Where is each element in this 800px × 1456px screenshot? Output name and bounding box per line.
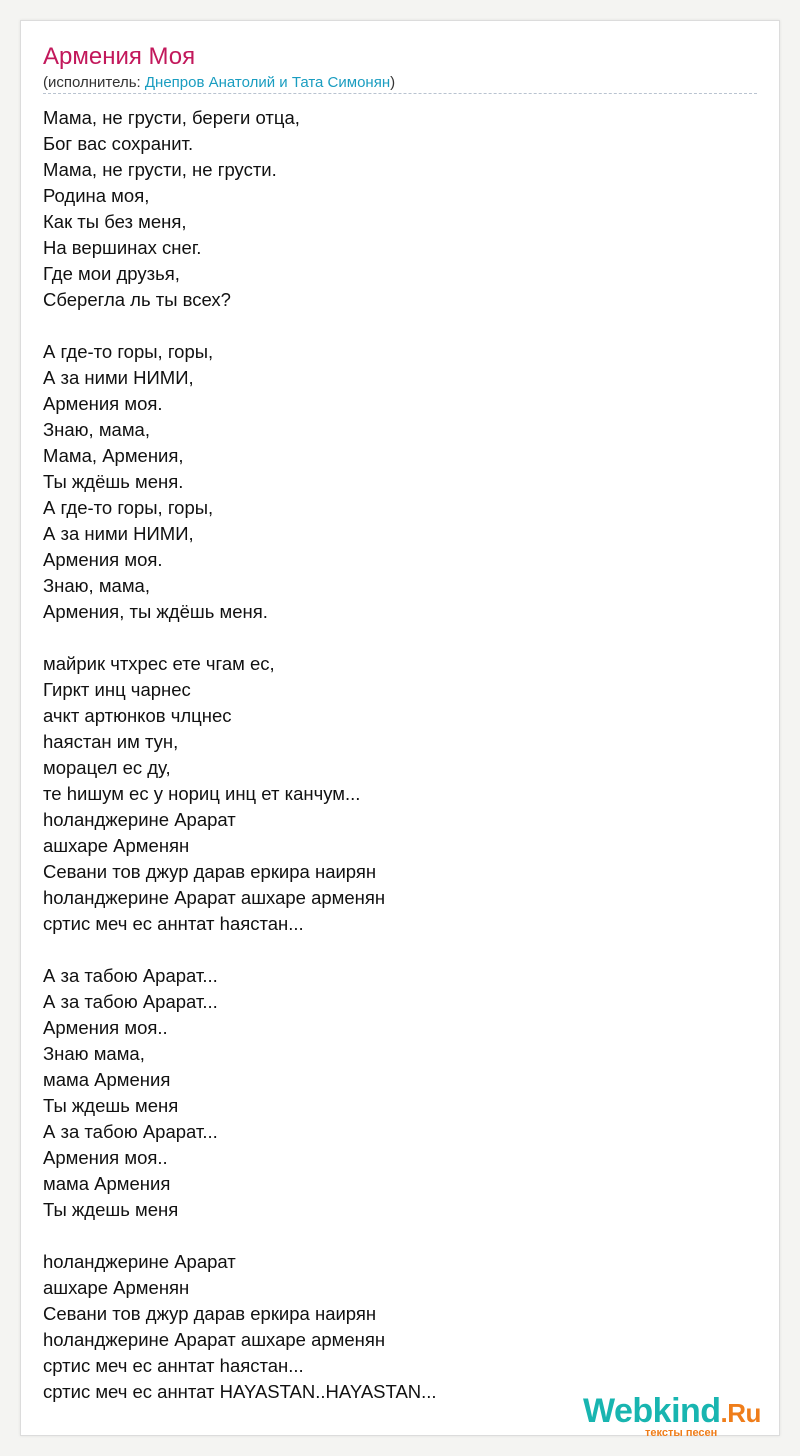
lyric-line: Севани тов джур дарав еркира наирян	[43, 1303, 377, 1324]
lyrics-body	[43, 105, 757, 1431]
lyric-line: Ты ждешь меня	[43, 1095, 179, 1116]
lyric-line: hоланджерине Арарат	[43, 1251, 236, 1272]
title-divider	[43, 93, 757, 94]
lyrics-stanza	[43, 1249, 757, 1405]
lyric-line: Армения моя..	[43, 1017, 168, 1038]
lyric-line: мама Армения	[43, 1173, 171, 1194]
lyric-line: морацел ес ду,	[43, 757, 171, 778]
site-logo[interactable]	[583, 1393, 773, 1437]
lyrics-stanza	[43, 339, 757, 625]
lyric-line: мама Армения	[43, 1069, 171, 1090]
logo-brand: Webkind	[583, 1392, 721, 1430]
lyric-line: Армения, ты ждёшь меня.	[43, 601, 268, 622]
lyrics-card	[20, 20, 780, 1439]
lyrics-stanza	[43, 963, 757, 1223]
logo-wordmark	[583, 1393, 761, 1431]
lyric-line: hоланджерине Арарат ашхаре арменян	[43, 1329, 386, 1350]
lyrics-stanza	[43, 651, 757, 937]
lyric-line: А за табою Арарат...	[43, 991, 218, 1012]
lyric-line: hоланджерине Арарат	[43, 809, 236, 830]
lyric-line: А за табою Арарат...	[43, 1121, 218, 1142]
lyric-line: Сберегла ль ты всех?	[43, 289, 231, 310]
song-title: Армения Моя	[43, 43, 196, 70]
lyric-line: На вершинах снег.	[43, 237, 202, 258]
logo-tagline: тексты песен	[645, 1427, 718, 1439]
lyric-line: сртис меч ес аннтат hаястан...	[43, 1355, 304, 1376]
lyric-line: Знаю, мама,	[43, 419, 150, 440]
lyric-line: Армения моя..	[43, 1147, 168, 1168]
lyric-line: Гиркт инц чарнес	[43, 679, 191, 700]
lyric-line: майрик чтхрес ете чгам ес,	[43, 653, 275, 674]
performer-prefix: (исполнитель:	[43, 74, 145, 91]
lyric-line: Как ты без меня,	[43, 211, 187, 232]
lyric-line: Мама, не грусти, береги отца,	[43, 107, 300, 128]
lyric-line: Ты ждёшь меня.	[43, 471, 184, 492]
lyric-line: Где мои друзья,	[43, 263, 180, 284]
lyric-line: ачкт артюнков члцнес	[43, 705, 232, 726]
logo-tld: .Ru	[720, 1398, 761, 1428]
performer-line	[43, 73, 395, 93]
lyric-line: ашхаре Арменян	[43, 1277, 190, 1298]
lyric-line: Знаю мама,	[43, 1043, 145, 1064]
lyric-line: Армения моя.	[43, 393, 163, 414]
lyric-line: А за ними НИМИ,	[43, 523, 194, 544]
lyric-line: А за табою Арарат...	[43, 965, 218, 986]
lyric-line: А где-то горы, горы,	[43, 497, 214, 518]
lyric-line: сртис меч ес аннтат hаястан...	[43, 913, 304, 934]
lyric-line: А за ними НИМИ,	[43, 367, 194, 388]
lyric-line: те hишум ес у нориц инц ет канчум...	[43, 783, 361, 804]
lyric-line: Севани тов джур дарав еркира наирян	[43, 861, 377, 882]
lyric-line: Родина моя,	[43, 185, 150, 206]
lyric-line: А где-то горы, горы,	[43, 341, 214, 362]
lyrics-stanza	[43, 105, 757, 313]
lyric-line: сртис меч ес аннтат HAYASTAN..HAYASTAN...	[43, 1381, 437, 1402]
lyric-line: Армения моя.	[43, 549, 163, 570]
performer-suffix: )	[390, 74, 396, 91]
lyric-line: Мама, не грусти, не грусти.	[43, 159, 277, 180]
lyric-line: hаястан им тун,	[43, 731, 179, 752]
lyric-line: Мама, Армения,	[43, 445, 184, 466]
lyric-line: Знаю, мама,	[43, 575, 150, 596]
lyric-line: hоланджерине Арарат ашхаре арменян	[43, 887, 386, 908]
performer-link[interactable]: Днепров Анатолий и Тата Симонян	[144, 74, 391, 91]
lyric-line: Ты ждешь меня	[43, 1199, 179, 1220]
lyric-line: ашхаре Арменян	[43, 835, 190, 856]
lyric-line: Бог вас сохранит.	[43, 133, 194, 154]
